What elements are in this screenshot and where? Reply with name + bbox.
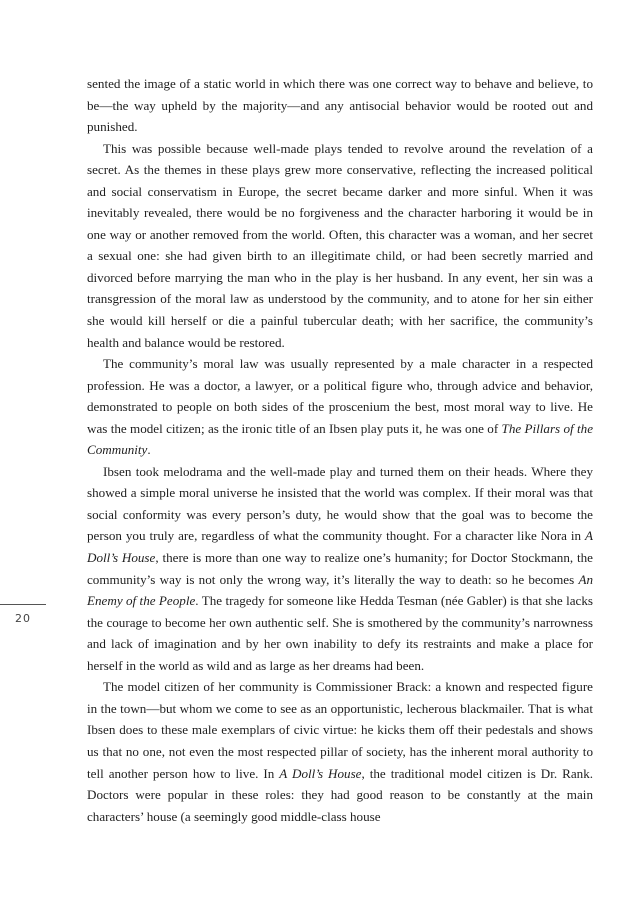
text-run: The model citizen of her community is Commissioner Brack: a known and respected figure in the town—but whom we come to see as an opportunistic, lecherous blackmailer. That is what Ibsen does to these male exemplars of civic virtue: he kicks them off their pedestals and shows us that no one, not even the most respected pillar of society, has the inherent moral authority to tell another person how to live. In [87,679,593,781]
paragraph-2 [87,138,593,353]
body-text [87,73,593,827]
italic-title: The Pillars of the Community [87,420,594,458]
page-number: 20 [15,612,31,625]
italic-title: A Doll’s House [87,528,593,566]
text-run: , there is more than one way to realize one’s humanity; for Doctor Stockmann, the community’s way is not only the wrong way, it’s literally the way to death: so he becomes [87,550,593,587]
paragraph-1 [87,73,593,138]
italic-title: A Doll’s House [279,765,362,781]
paragraph-4 [87,461,593,676]
text-run: . [147,442,151,458]
text-run: Ibsen took melodrama and the well-made play and turned them on their heads. Where they showed a simple moral universe he insisted that the world was complex. If their moral was that social conformity was every person’s duty, he would show that the goal was to become the person you truly are, regardless of what the community thought. For a character like Nora in [87,463,593,544]
text-run: sented the image of a static world in which there was one correct way to behave and believe, to be—the way upheld by the majority—and any antisocial behavior would be rooted out and punished. [87,76,593,135]
paragraph-5 [87,676,593,827]
italic-title: An Enemy of the People [87,571,593,609]
text-run: , the traditional model citizen is Dr. Rank. Doctors were popular in these roles: they had good reason to be constantly at the main characters’ house (a seemingly good middle-class house [87,765,594,824]
text-run: The community’s moral law was usually represented by a male character in a respected profession. He was a doctor, a lawyer, or a political figure who, through advice and behavior, demonstrated to people on both sides of the proscenium the best, most moral way to live. He was the model citizen; as the ironic title of an Ibsen play puts it, he was one of [87,356,593,436]
paragraph-3 [87,353,593,461]
margin-rule [0,604,46,605]
text-run: . The tragedy for someone like Hedda Tesman (née Gabler) is that she lacks the courage to become her own authentic self. She is smothered by the community’s narrowness and lack of imagination and by her own inability to defy its restraints and make a place for herself in the world as wild and as large as her dreams had been. [87,593,593,673]
text-run: This was possible because well-made plays tended to revolve around the revelation of a secret. As the themes in these plays grew more conservative, reflecting the increased political and social conservatism in Europe, the secret became darker and more sinful. When it was inevitably revealed, there would be no forgiveness and the character harboring it would be in one way or another removed from the world. Often, this character was a woman, and her secret a sexual one: she had given birth to an illegitimate child, or had been secretly married and divorced before marrying the man who in the play is her husband. In any event, her sin was a transgression of the moral law as understood by the community, and to atone for her sin either she would kill herself or die a painful tubercular death; with her sacrifice, the community’s health and balance would be restored. [87,140,593,350]
